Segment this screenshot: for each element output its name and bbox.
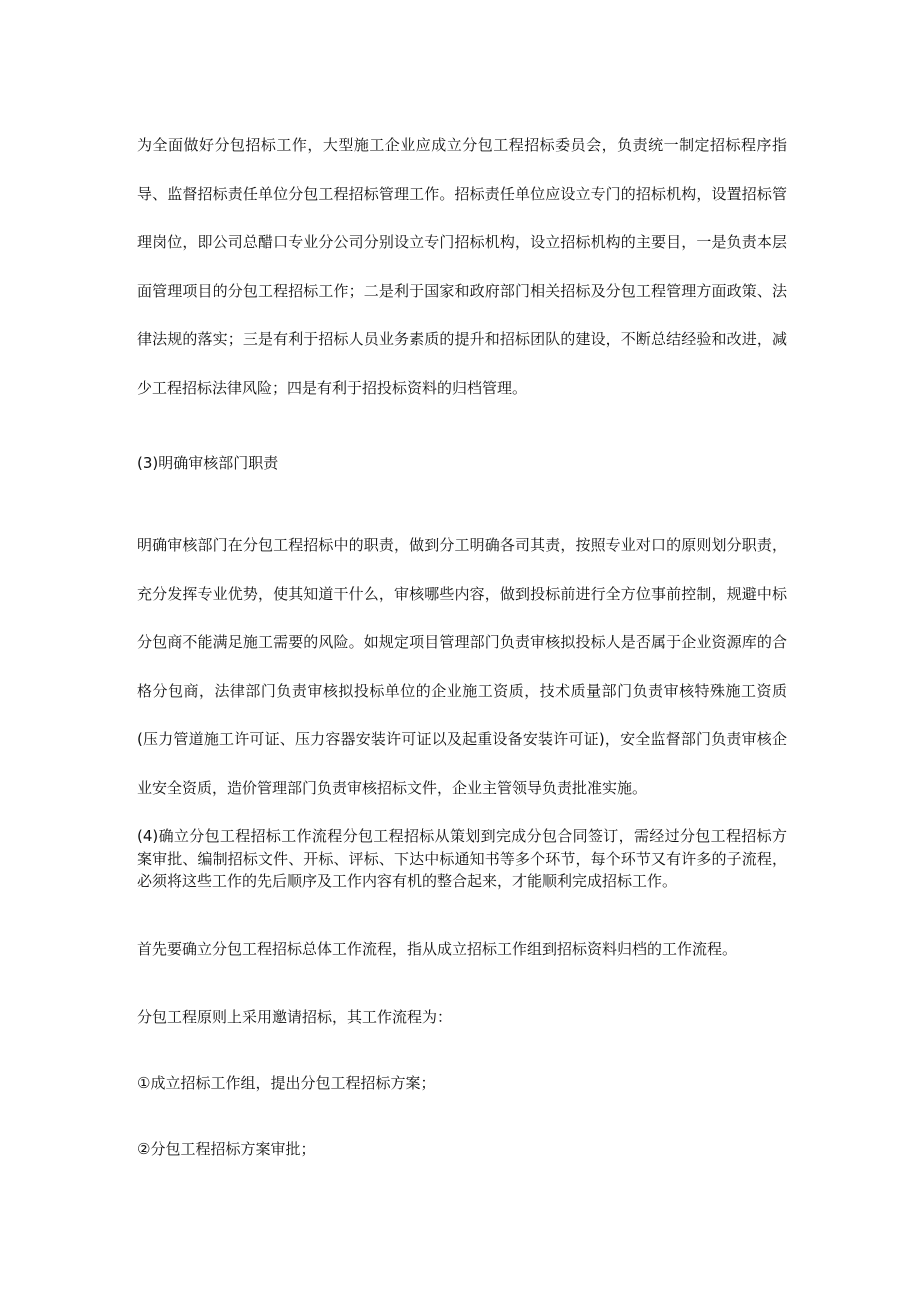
section-heading-review-duties: (3)明确审核部门职责 bbox=[137, 454, 279, 472]
list-item-step-2: ②分包工程招标方案审批； bbox=[137, 1140, 316, 1158]
paragraph-overall-workflow: 首先要确立分包工程招标总体工作流程，指从成立招标工作组到招标资料归档的工作流程。 bbox=[137, 940, 738, 958]
paragraph-invitation-tender: 分包工程原则上采用邀请招标，其工作流程为： bbox=[137, 1008, 453, 1026]
paragraph-tender-workflow: (4)确立分包工程招标工作流程分包工程招标从策划到完成分包合同签订，需经过分包工程招标方案审批、编制招标文件、开标、评标、下达中标通知书等多个环节，每个环节又有许多的子流程，必须将这些工作的先后顺序及工作内容有机的整合起来，才能顺利完成招标工作。 bbox=[137, 827, 787, 890]
list-item-step-1: ①成立招标工作组，提出分包工程招标方案； bbox=[137, 1074, 436, 1092]
paragraph-tender-committee: 为全面做好分包招标工作，大型施工企业应成立分包工程招标委员会，负责统一制定招标程序指导、监督招标责任单位分包工程招标管理工作。招标责任单位应设立专门的招标机构，设置招标管理岗位，即公司总醋口专业分公司分别设立专门招标机构，设立招标机构的主要目，一是负责本层面管理项目的分包工程招标工作；二是利于国家和政府部门相关招标及分包工程管理方面政策、法律法规的落实；三是有利于招标人员业务素质的提升和招标团队的建设，不断总结经验和改进，减少工程招标法律风险；四是有利于招投标资料的归档管理。 bbox=[137, 136, 787, 397]
paragraph-review-departments: 明确审核部门在分包工程招标中的职责，做到分工明确各司其责，按照专业对口的原则划分职责，充分发挥专业优势，使其知道干什么，审核哪些内容，做到投标前进行全方位事前控制，规避中标分包商不能满足施工需要的风险。如规定项目管理部门负责审核拟投标人是否属于企业资源库的合格分包商，法律部门负责审核拟投标单位的企业施工资质，技术质量部门负责审核特殊施工资质(压力管道施工许可证、压力容器安装许可证以及起重设备安装许可证)，安全监督部门负责审核企业安全资质，造价管理部门负责审核招标文件，企业主管领导负责批准实施。 bbox=[137, 536, 787, 797]
